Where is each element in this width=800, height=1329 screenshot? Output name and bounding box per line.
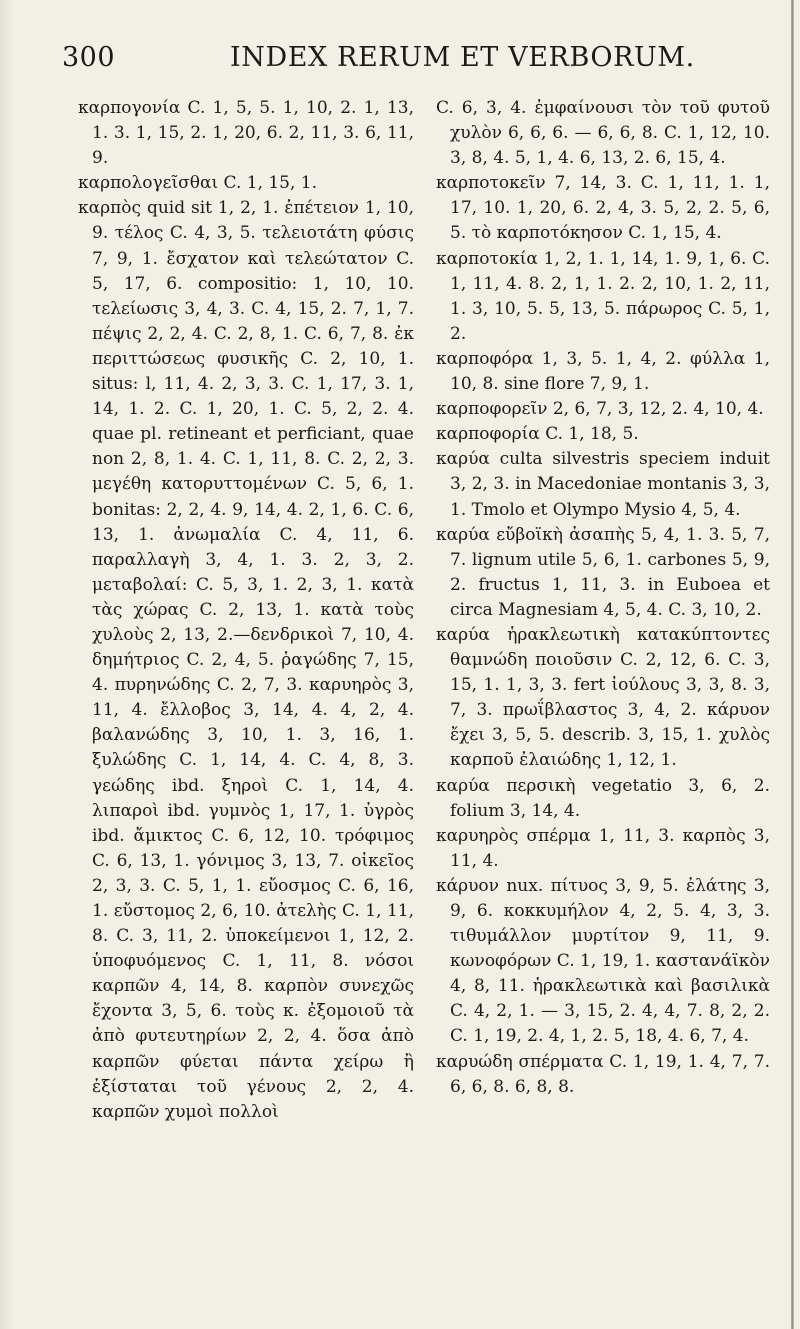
- index-entry: καρποφορία C. 1, 18, 5.: [436, 424, 639, 445]
- index-entry: καρπὸς quid sit 1, 2, 1. ἐπέτειον 1, 10, 9. τέλος C. 4, 3, 5. τελειοτάτη φύσις 7, 9, 1. ἔσχατον καὶ τελεώτατον C. 5, 17, 6. compositio: 1, 10, 10. τελείωσις 3, 4, 3. C. 4, 15, 2. 7, 1, 7. πέψις 2, 2, 4. C. 2, 8, 1. C. 6, 7, 8. ἐκ περιττώσεως φυσικῆς C. 2, 10, 1. situs: l, 11, 4. 2, 3, 3. C. 1, 17, 3. 1, 14, 1. 2. C. 1, 20, 1. C. 5, 2, 2. 4. quae pl. retineant et perficiant, quae non 2, 8, 1. 4. C. 1, 11, 8. C. 2, 2, 3. μεγέθη κατορυττομένων C. 5, 6, 1. bonitas: 2, 2, 4. 9, 14, 4. 2, 1, 6. C. 6, 13, 1. ἀνωμαλία C. 4, 11, 6. παραλλαγὴ 3, 4, 1. 3. 2, 3, 2. μεταβολαί: C. 5, 3, 1. 2, 3, 1. κατὰ τὰς χώρας C. 2, 13, 1. κατὰ τοὺς χυλοὺς 2, 13, 2.—δενδρικοὶ 7, 10, 4. δημήτριος C. 2, 4, 5. ῥαγώδης 7, 15, 4. πυρηνώδης C. 2, 7, 3. καρυηρὸς 3, 11, 4. ἔλλοβος 3, 14, 4. 4, 2, 4. βαλανώδης 3, 10, 1. 3, 16, 1. ξυλώδης C. 1, 14, 4. C. 4, 8, 3. γεώδης ibd. ξηροὶ C. 1, 14, 4. λιπαροὶ ibd. γυμνὸς 1, 17, 1. ὑγρὸς ibd. ἄμικτος C. 6, 12, 10. τρόφιμος C. 6, 13, 1. γόνιμος 3, 13, 7. οἰκεῖος 2, 3, 3. C. 5, 1, 1. εὔοσμος C. 6, 16, 1. εὔστομος 2, 6, 10. ἀτελὴς C. 1, 11, 8. C. 3, 11, 2. ὑποκείμενοι 1, 12, 2. ὑποφυόμενος C. 1, 11, 8. νόσοι καρπῶν 4, 14, 8. καρπὸν συνεχῶς ἔχοντα 3, 5, 6. τοὺς κ. ἐξομοιοῦ τὰ ἀπὸ φυτευτηρίων 2, 2, 4. ὅσα ἀπὸ καρπῶν φύεται πάντα χείρω ἢ ἐξίσταται τοῦ γένους 2, 2, 4. καρπῶν χυμοὶ πολλοὶ: [78, 198, 414, 1122]
- index-entry: καρποφορεῖν 2, 6, 7, 3, 12, 2. 4, 10, 4.: [436, 399, 764, 420]
- page-header: [62, 42, 762, 82]
- index-entry: καρπογονία C. 1, 5, 5. 1, 10, 2. 1, 13, 1. 3. 1, 15, 2. 1, 20, 6. 2, 11, 3. 6, 11, 9.: [78, 98, 414, 169]
- left-column: [78, 96, 414, 1125]
- page-number: 300: [62, 42, 116, 73]
- index-entry: καρπολογεῖσθαι C. 1, 15, 1.: [78, 173, 318, 194]
- index-entry: καρποφόρα 1, 3, 5. 1, 4, 2. φύλλα 1, 10, 8. sine flore 7, 9, 1.: [436, 348, 770, 395]
- index-entry: C. 6, 3, 4. ἐμφαίνουσι τὸν τοῦ φυτοῦ χυλὸν 6, 6, 6. — 6, 6, 8. C. 1, 12, 10. 3, 8, 4. 5, 1, 4. 6, 13, 2. 6, 15, 4.: [436, 98, 770, 169]
- binding-gutter: [791, 0, 794, 1329]
- right-column: [436, 96, 770, 1100]
- page-edge-shadow: [0, 0, 14, 1329]
- index-entry: καρύα ἡρακλεωτικὴ κατακύπτοντες θαμνώδη ποιοῦσιν C. 2, 12, 6. C. 3, 15, 1. 1, 3, 3. fert ἰούλους 3, 3, 8. 3, 7, 3. πρωΐβλαστος 3, 4, 2. κάρυον ἔχει 3, 5, 5. describ. 3, 15, 1. χυλὸς καρποῦ ἐλαιώδης 1, 12, 1.: [436, 624, 770, 771]
- index-entry: κάρυον nux. πίτυος 3, 9, 5. ἐλάτης 3, 9, 6. κοκκυμήλον 4, 2, 5. 4, 3, 3. τιθυμάλλον μυρτίτον 9, 11, 9. κωνοφόρων C. 1, 19, 1. καστανάϊκὸν 4, 8, 11. ἡρακλεωτικὰ καὶ βασιλικὰ C. 4, 2, 1. — 3, 15, 2. 4, 4, 7. 8, 2, 2. C. 1, 19, 2. 4, 1, 2. 5, 18, 4. 6, 7, 4.: [436, 875, 770, 1047]
- index-entry: καρυηρὸς σπέρμα 1, 11, 3. καρπὸς 3, 11, 4.: [436, 825, 770, 871]
- index-entry: καρποτοκεῖν 7, 14, 3. C. 1, 11, 1. 1, 17, 10. 1, 20, 6. 2, 4, 3. 5, 2, 2. 5, 6, 5. τὸ καρποτόκησον C. 1, 15, 4.: [436, 173, 770, 244]
- index-entry: καρύα περσικὴ vegetatio 3, 6, 2. folium 3, 14, 4.: [436, 775, 770, 821]
- index-entry: καρυώδη σπέρματα C. 1, 19, 1. 4, 7, 7. 6, 6, 8. 6, 8, 8.: [436, 1051, 770, 1097]
- index-entry: καρποτοκία 1, 2, 1. 1, 14, 1. 9, 1, 6. C. 1, 11, 4. 8. 2, 1, 1. 2. 2, 10, 1. 2, 11, 1. 3, 10, 5. 5, 13, 5. πάρωρος C. 5, 1, 2.: [436, 248, 770, 344]
- index-entry: καρύα εὔβοϊκὴ ἀσαπὴς 5, 4, 1. 3. 5, 7, 7. lignum utile 5, 6, 1. carbones 5, 9, 2. fructus 1, 11, 3. in Euboea et circa Magnesiam 4, 5, 4. C. 3, 10, 2.: [436, 524, 770, 620]
- index-entry: καρύα culta silvestris speciem induit 3, 2, 3. in Macedoniae montanis 3, 3, 1. Tmolo et Olympo Mysio 4, 5, 4.: [436, 449, 770, 520]
- running-title: INDEX RERUM ET VERBORUM.: [230, 42, 695, 73]
